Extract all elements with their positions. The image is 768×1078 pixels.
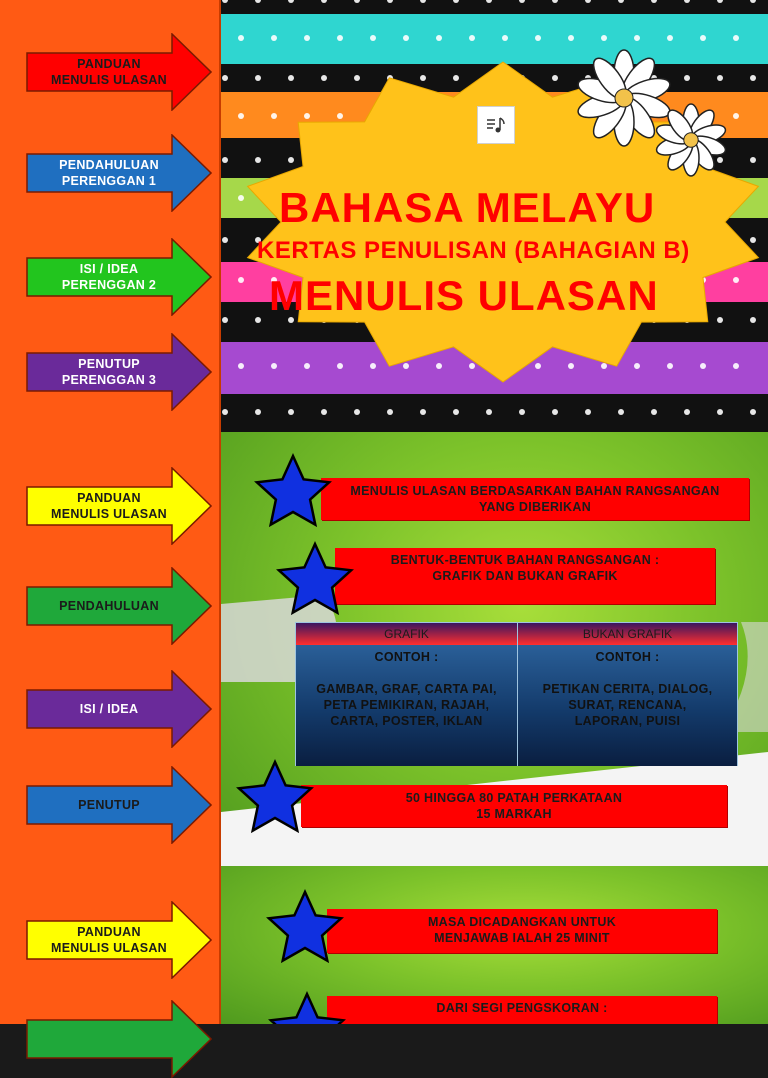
arrow-label-line2: PERENGGAN 1 [61, 174, 157, 188]
info-line2: MENJAWAB IALAH 25 MINIT [434, 931, 610, 945]
arrow-label-line1: PENUTUP [78, 357, 140, 371]
blue-star-icon [263, 888, 347, 968]
info-box-bahan-rangsangan [321, 478, 749, 520]
blue-star-icon [273, 540, 357, 620]
cell-label: CONTOH : [374, 650, 439, 664]
arrow-label-line1: ISI / IDEA [79, 262, 139, 276]
cell-line: SURAT, RENCANA, [568, 698, 687, 712]
info-box-bentuk [335, 548, 715, 604]
content-slide-3 [221, 866, 768, 1024]
nav-arrow-panduan[interactable] [26, 467, 212, 545]
cell-line: CARTA, POSTER, IKLAN [330, 714, 483, 728]
info-line2: GRAFIK DAN BUKAN GRAFIK [432, 569, 618, 583]
subtitle-kertas: KERTAS PENULISAN (BAHAGIAN B) [257, 237, 690, 264]
cell-line: GAMBAR, GRAF, CARTA PAI, [316, 682, 497, 696]
nav-arrow-partial[interactable] [26, 1000, 212, 1078]
info-line2: YANG DIBERIKAN [478, 500, 592, 514]
info-line1: BENTUK-BENTUK BAHAN RANGSANGAN : [390, 553, 660, 567]
nav-arrow-pendahuluan[interactable] [26, 567, 212, 645]
blue-star-icon [233, 758, 317, 838]
info-line1: 50 HINGGA 80 PATAH PERKATAAN [405, 791, 623, 805]
arrow-label-line2: PERENGGAN 3 [61, 373, 157, 387]
table-header-grafik: GRAFIK [296, 623, 518, 645]
title-slide [221, 0, 768, 432]
info-box-pengskoran [327, 996, 717, 1024]
cell-label: CONTOH : [595, 650, 660, 664]
music-note-glyph [486, 116, 506, 134]
nav-arrow-panduan[interactable] [26, 33, 212, 111]
table-cell-bukan-grafik [518, 645, 737, 766]
nav-arrow-isi-idea[interactable] [26, 238, 212, 316]
content-slide-2 [221, 432, 768, 866]
blue-star-icon [251, 452, 335, 532]
arrow-label-line1: PANDUAN [77, 925, 141, 939]
nav-arrow-pendahuluan[interactable] [26, 134, 212, 212]
arrow-label-line1: ISI / IDEA [79, 702, 139, 716]
heading-menulis-ulasan: MENULIS ULASAN [269, 272, 659, 319]
info-line2: 15 MARKAH [476, 807, 552, 821]
info-line1: MENULIS ULASAN BERDASARKAN BAHAN RANGSANGAN [350, 484, 720, 498]
table-header-bukan-grafik: BUKAN GRAFIK [518, 623, 737, 645]
arrow-label-line1: PENDAHULUAN [59, 599, 159, 613]
info-line1: DARI SEGI PENGSKORAN : [436, 1001, 608, 1015]
info-line1: MASA DICADANGKAN UNTUK [427, 915, 617, 929]
nav-arrow-isi-idea[interactable] [26, 670, 212, 748]
cell-line: PETA PEMIKIRAN, RAJAH, [323, 698, 490, 712]
nav-arrow-penutup[interactable] [26, 766, 212, 844]
arrow-label-line1: PENUTUP [78, 798, 140, 812]
info-box-patah-perkataan [301, 785, 727, 827]
title-bahasa-melayu: BAHASA MELAYU [279, 184, 656, 231]
blue-star-icon [265, 990, 349, 1024]
arrow-label-line2: MENULIS ULASAN [50, 941, 167, 955]
info-box-masa [327, 909, 717, 953]
table-cell-grafik [296, 645, 518, 766]
cell-line: PETIKAN CERITA, DIALOG, [542, 682, 713, 696]
cell-line: LAPORAN, PUISI [574, 714, 681, 728]
sidebar-slide-3 [0, 866, 221, 1024]
arrow-label-line1: PENDAHULUAN [59, 158, 159, 172]
arrow-label-line1: PANDUAN [77, 491, 141, 505]
arrow-label-line2: MENULIS ULASAN [50, 507, 167, 521]
grafik-table [295, 622, 738, 766]
sidebar-slide-2 [0, 432, 221, 866]
sidebar-slide-1 [0, 0, 221, 432]
arrow-label-line1: PANDUAN [77, 57, 141, 71]
arrow-label-line2: PERENGGAN 2 [61, 278, 157, 292]
music-icon[interactable] [477, 106, 515, 144]
nav-arrow-penutup[interactable] [26, 333, 212, 411]
arrow-label-line2: MENULIS ULASAN [50, 73, 167, 87]
nav-arrow-panduan[interactable] [26, 901, 212, 979]
